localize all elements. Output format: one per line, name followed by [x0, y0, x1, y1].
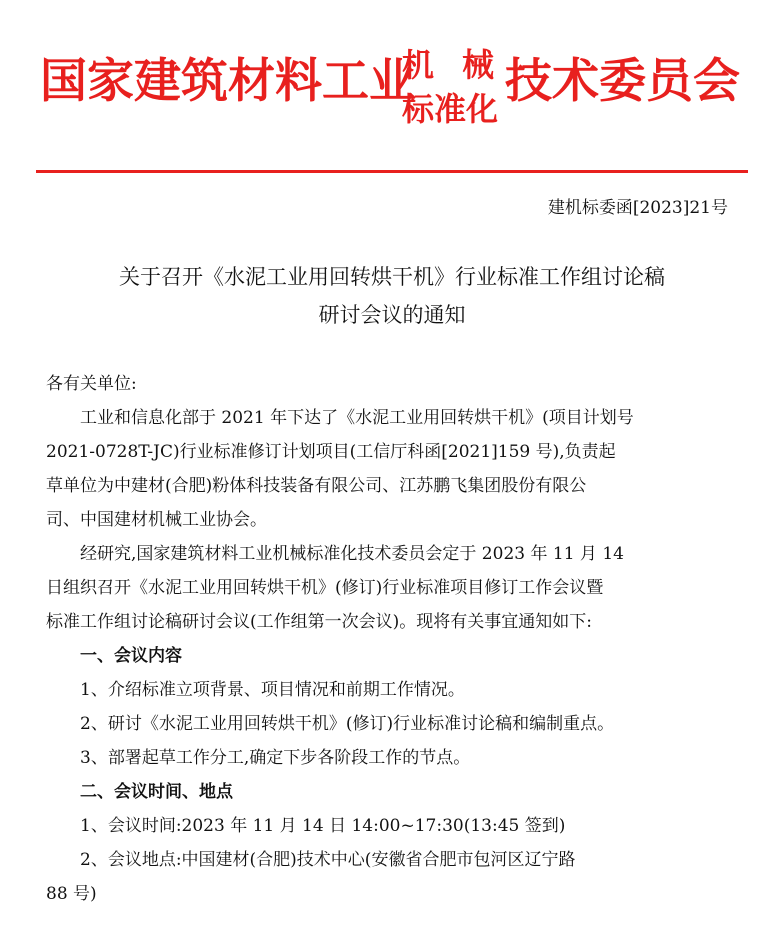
paragraph-line: 工业和信息化部于 2021 年下达了《水泥工业用回转烘干机》(项目计划号: [80, 408, 634, 428]
org-name-mid-bottom: 标准化: [402, 90, 499, 128]
paragraph-line: 日组织召开《水泥工业用回转烘干机》(修订)行业标准项目修订工作会议暨: [46, 578, 604, 598]
title-line-2: 研讨会议的通知: [318, 303, 466, 327]
list-item: 2、会议地点:中国建材(合肥)技术中心(安徽省合肥市包河区辽宁路: [80, 850, 576, 870]
document-number: 建机标委函[2023]21号: [547, 198, 728, 218]
list-item: 3、部署起草工作分工,确定下步各阶段工作的节点。: [80, 748, 471, 768]
org-name-right: 技术委员会: [505, 54, 740, 109]
list-item: 1、介绍标准立项背景、项目情况和前期工作情况。: [80, 680, 465, 700]
paragraph-line: 标准工作组讨论稿研讨会议(工作组第一次会议)。现将有关事宜通知如下:: [46, 612, 592, 632]
section-heading: 一、会议内容: [80, 646, 182, 666]
list-item: 88 号): [46, 884, 97, 904]
list-item: 2、研讨《水泥工业用回转烘干机》(修订)行业标准讨论稿和编制重点。: [80, 714, 615, 734]
org-name-mid-top: 机械: [402, 46, 523, 84]
paragraph-line: 草单位为中建材(合肥)粉体科技装备有限公司、江苏鹏飞集团股份有限公: [46, 476, 587, 496]
red-divider: [36, 170, 748, 173]
salutation: 各有关单位:: [46, 374, 137, 394]
letterhead: [0, 0, 784, 180]
paragraph-line: 经研究,国家建筑材料工业机械标准化技术委员会定于 2023 年 11 月 14: [80, 544, 624, 564]
paragraph-line: 2021-0728T-JC)行业标准修订计划项目(工信厅科函[2021]159 号),负责起: [46, 442, 616, 462]
notice-body: [46, 367, 736, 911]
list-item: 1、会议时间:2023 年 11 月 14 日 14:00~17:30(13:45 签到): [80, 816, 566, 836]
org-name-left: 国家建筑材料工业: [40, 54, 416, 109]
paragraph-line: 司、中国建材机械工业协会。: [46, 510, 267, 530]
title-line-1: 关于召开《水泥工业用回转烘干机》行业标准工作组讨论稿: [119, 265, 665, 289]
section-heading: 二、会议时间、地点: [80, 782, 233, 802]
